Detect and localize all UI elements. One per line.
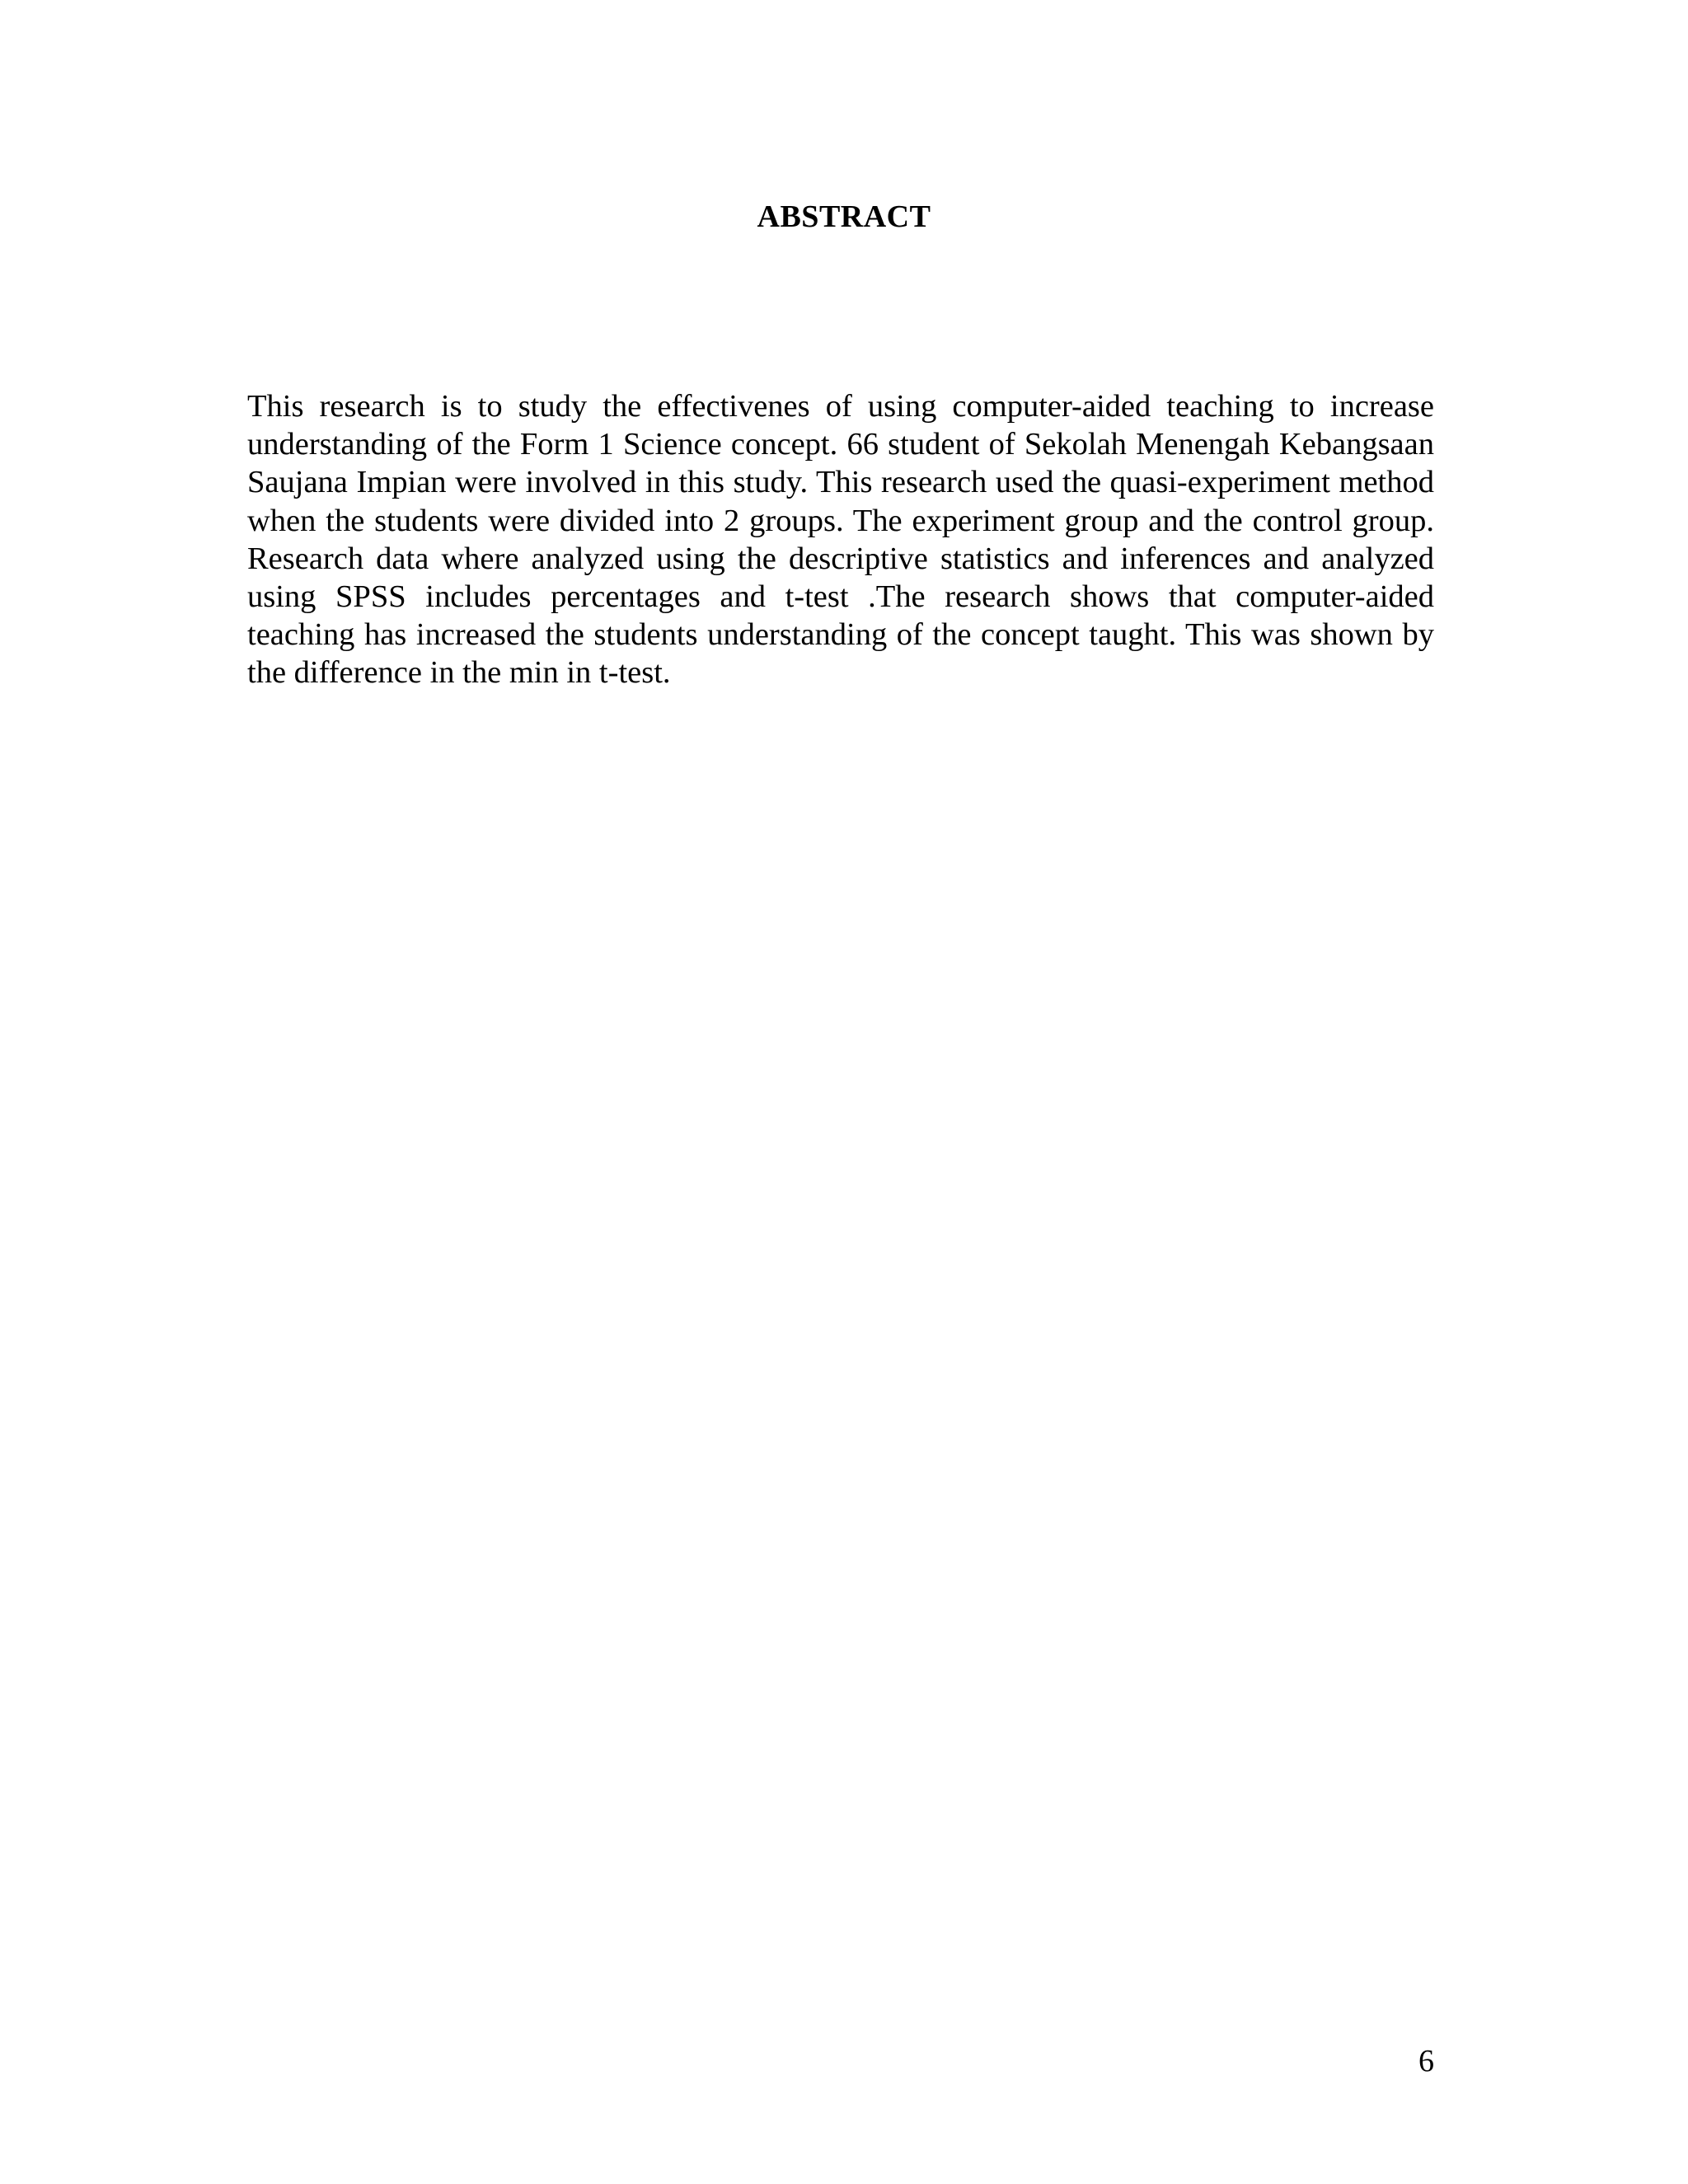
page-number: 6 — [1418, 2044, 1434, 2079]
abstract-heading: ABSTRACT — [757, 199, 931, 234]
abstract-body-text: This research is to study the effectivenes of using computer-aided teaching to increase understanding of the Form 1 Science concept. 66 student of Sekolah Menengah Kebangsaan Saujana Impian were involved in this study. This research used the quasi-experiment method when the students were divided into 2 groups. The experiment group and the control group. Research data where analyzed using the descriptive statistics and inferences and analyzed using SPSS includes percentages and t-test .The research shows that computer-aided teaching has increased the students understanding of the concept taught. This was shown by the difference in the min in t-test. — [247, 389, 1434, 691]
